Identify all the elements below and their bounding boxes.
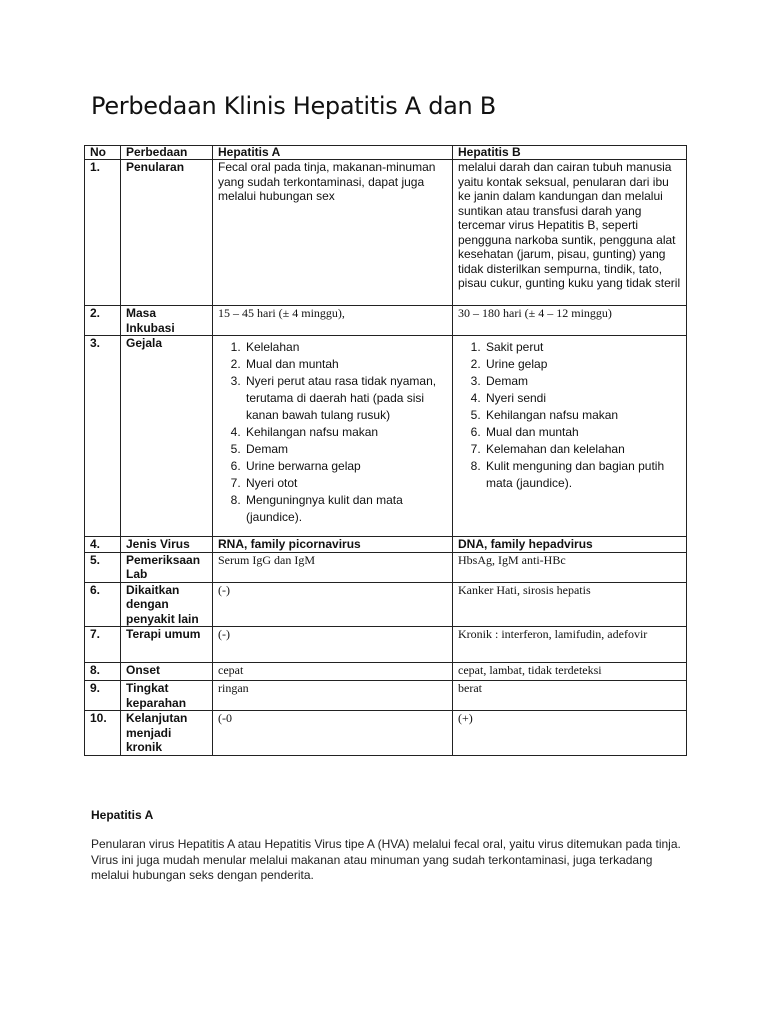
table-row — [85, 160, 687, 306]
symptom-list-a — [218, 339, 447, 526]
list-item: 1. Sakit perut — [484, 339, 681, 356]
row-number: 3. — [85, 336, 121, 537]
header-no: No — [85, 146, 121, 160]
list-item: 3. Nyeri perut atau rasa tidak nyaman, terutama di daerah hati (pada sisi kanan bawah tulang rusuk) — [244, 373, 447, 424]
section-heading: Hepatitis A — [91, 808, 154, 822]
cell-hepatitis-a: ringan — [213, 681, 453, 711]
cell-hepatitis-a: cepat — [213, 663, 453, 681]
table-row — [85, 336, 687, 537]
list-item: 4. Kehilangan nafsu makan — [244, 424, 447, 441]
row-number: 4. — [85, 537, 121, 553]
list-item: 2. Mual dan muntah — [244, 356, 447, 373]
row-aspect: Onset — [121, 663, 213, 681]
list-item: 8. Menguningnya kulit dan mata (jaundice). — [244, 492, 447, 526]
list-item: 8. Kulit menguning dan bagian putih mata (jaundice). — [484, 458, 681, 492]
cell-hepatitis-b: 30 – 180 hari (± 4 – 12 minggu) — [453, 306, 687, 336]
cell-hepatitis-a: (-) — [213, 582, 453, 627]
header-hepatitis-a: Hepatitis A — [213, 146, 453, 160]
list-item: 5. Kehilangan nafsu makan — [484, 407, 681, 424]
list-item: 5. Demam — [244, 441, 447, 458]
row-aspect: Masa Inkubasi — [121, 306, 213, 336]
header-aspect: Perbedaan — [121, 146, 213, 160]
cell-hepatitis-b: Kanker Hati, sirosis hepatis — [453, 582, 687, 627]
cell-hepatitis-a: Fecal oral pada tinja, makanan-minuman yang sudah terkontaminasi, dapat juga melalui hubungan sex — [213, 160, 453, 306]
header-hepatitis-b: Hepatitis B — [453, 146, 687, 160]
table-row — [85, 681, 687, 711]
list-item: 6. Urine berwarna gelap — [244, 458, 447, 475]
row-aspect: Kelanjutan menjadi kronik — [121, 711, 213, 756]
symptom-list-b — [458, 339, 681, 492]
cell-hepatitis-b: (+) — [453, 711, 687, 756]
list-item: 4. Nyeri sendi — [484, 390, 681, 407]
cell-hepatitis-a: Serum IgG dan IgM — [213, 552, 453, 582]
row-number: 1. — [85, 160, 121, 306]
cell-hepatitis-b: Kronik : interferon, lamifudin, adefovir — [453, 627, 687, 663]
row-aspect: Jenis Virus — [121, 537, 213, 553]
table-row — [85, 663, 687, 681]
row-aspect: Penularan — [121, 160, 213, 306]
row-aspect: Dikaitkan dengan penyakit lain — [121, 582, 213, 627]
table-row — [85, 711, 687, 756]
row-number: 5. — [85, 552, 121, 582]
table-row — [85, 306, 687, 336]
cell-hepatitis-b — [453, 336, 687, 537]
row-number: 7. — [85, 627, 121, 663]
table-row — [85, 552, 687, 582]
cell-hepatitis-b: berat — [453, 681, 687, 711]
row-number: 10. — [85, 711, 121, 756]
cell-hepatitis-a: RNA, family picornavirus — [213, 537, 453, 553]
section-paragraph: Penularan virus Hepatitis A atau Hepatitis Virus tipe A (HVA) melalui fecal oral, yaitu virus ditemukan pada tinja. Virus ini juga mudah menular melalui makanan atau minuman yang sudah terkontaminasi, juga terkadang melalui hubungan seks dengan penderita. — [91, 837, 681, 882]
list-item: 3. Demam — [484, 373, 681, 390]
comparison-table — [84, 145, 687, 756]
row-aspect: Terapi umum — [121, 627, 213, 663]
row-number: 6. — [85, 582, 121, 627]
cell-hepatitis-b: melalui darah dan cairan tubuh manusia yaitu kontak seksual, penularan dari ibu ke janin dalam kandungan dan melalui suntikan atau transfusi darah yang tercemar virus Hepatitis B, seperti pengguna narkoba suntik, pengguna alat kesehatan (jarum, pisau, gunting) yang tidak disterilkan sempurna, tindik, tato, pisau cukur, gunting kuku yang tidak steril — [453, 160, 687, 306]
table-row — [85, 582, 687, 627]
list-item: 7. Kelemahan dan kelelahan — [484, 441, 681, 458]
row-aspect: Pemeriksaan Lab — [121, 552, 213, 582]
row-number: 8. — [85, 663, 121, 681]
cell-hepatitis-b: DNA, family hepadvirus — [453, 537, 687, 553]
row-aspect: Gejala — [121, 336, 213, 537]
list-item: 7. Nyeri otot — [244, 475, 447, 492]
cell-hepatitis-b: cepat, lambat, tidak terdeteksi — [453, 663, 687, 681]
cell-hepatitis-a: (-) — [213, 627, 453, 663]
list-item: 6. Mual dan muntah — [484, 424, 681, 441]
table-row — [85, 537, 687, 553]
row-number: 2. — [85, 306, 121, 336]
list-item: 2. Urine gelap — [484, 356, 681, 373]
table-header-row — [85, 146, 687, 160]
list-item: 1. Kelelahan — [244, 339, 447, 356]
cell-hepatitis-a: 15 – 45 hari (± 4 minggu), — [213, 306, 453, 336]
cell-hepatitis-a — [213, 336, 453, 537]
table-row — [85, 627, 687, 663]
row-number: 9. — [85, 681, 121, 711]
row-aspect: Tingkat keparahan — [121, 681, 213, 711]
cell-hepatitis-a: (-0 — [213, 711, 453, 756]
cell-hepatitis-b: HbsAg, IgM anti-HBc — [453, 552, 687, 582]
page-title: Perbedaan Klinis Hepatitis A dan B — [91, 92, 496, 120]
